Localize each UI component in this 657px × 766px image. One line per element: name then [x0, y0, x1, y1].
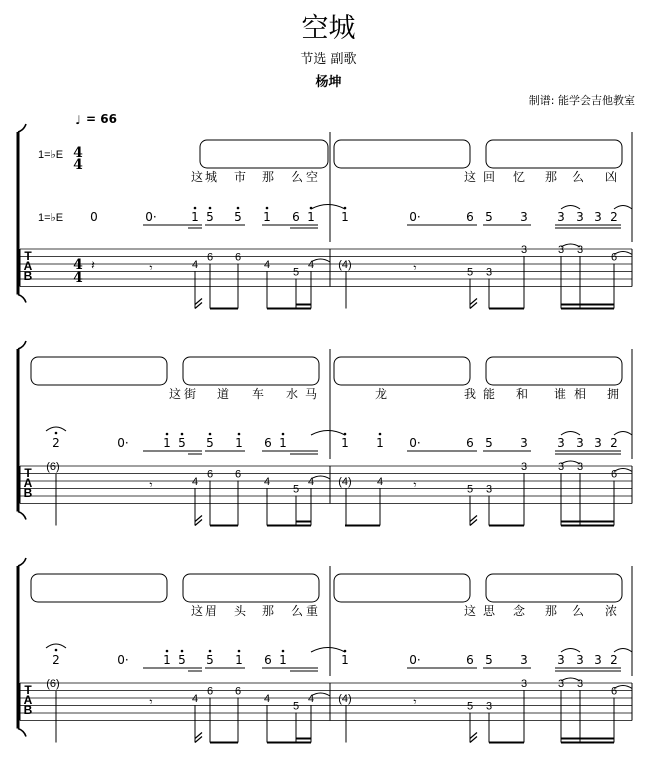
- lyric-char: 那: [544, 170, 558, 184]
- tab-fret-number: (4): [338, 693, 352, 705]
- high-dot: [344, 650, 347, 653]
- high-dot: [55, 649, 58, 652]
- jianpu-note: 0·: [409, 210, 421, 224]
- tab-clef-letter: A: [23, 693, 33, 707]
- jianpu-note: 5: [178, 436, 186, 450]
- jianpu-note: 1: [263, 210, 271, 224]
- tab-fret-number: 5: [466, 266, 474, 279]
- tab-fret-number: 4: [263, 476, 271, 488]
- tab-clef-letter: B: [23, 269, 33, 283]
- tab-fret-held: (6): [46, 678, 60, 690]
- tab-fret-number: 6: [206, 468, 214, 481]
- high-dot: [379, 433, 382, 436]
- lyric-char: 眉: [204, 604, 218, 618]
- chord-box: [334, 357, 470, 385]
- jianpu-note: 1: [235, 653, 243, 667]
- tab-fret-number: 5: [466, 483, 474, 496]
- tab-fret-number: 4: [191, 259, 199, 271]
- tab-fret-number: 5: [292, 483, 300, 496]
- high-dot: [166, 650, 169, 653]
- jianpu-note: 3: [576, 653, 584, 667]
- tab-fret-number: 4: [376, 476, 384, 488]
- guitar-start-note: 2: [52, 653, 60, 667]
- tab-fret-number: 6: [234, 251, 242, 264]
- lyric-char: 谁: [553, 387, 567, 401]
- tab-fret-number: 6: [234, 685, 242, 698]
- lyric-char: 凶: [604, 170, 618, 184]
- lyric-char: 重: [305, 604, 319, 618]
- tab-fret-number: 4: [307, 693, 315, 705]
- lyric-char: 思: [482, 604, 496, 618]
- lyric-char: 水: [285, 387, 299, 401]
- tab-fret-number: 3: [485, 266, 493, 279]
- tab-fret-number: 6: [206, 685, 214, 698]
- tie: [614, 206, 632, 210]
- tie: [311, 648, 345, 653]
- tab-fret-number: 5: [292, 266, 300, 279]
- high-dot: [181, 433, 184, 436]
- tie: [614, 649, 632, 653]
- jianpu-note: 5: [485, 210, 493, 224]
- tab-fret-number: 3: [576, 678, 584, 690]
- tab-fret-number: 4: [263, 693, 271, 705]
- high-dot: [209, 650, 212, 653]
- jianpu-note: 6: [264, 653, 272, 667]
- jianpu-note: 5: [234, 210, 242, 224]
- bracket-curl-bottom: [18, 729, 26, 737]
- lyric-char: 相: [573, 387, 587, 401]
- lyric-char: 那: [544, 604, 558, 618]
- jianpu-note: 2: [610, 210, 618, 224]
- jianpu-note: 0·: [145, 210, 157, 224]
- song-title: 空城: [301, 13, 356, 44]
- high-dot: [344, 433, 347, 436]
- high-dot: [282, 433, 285, 436]
- jianpu-note: 0·: [409, 653, 421, 667]
- lyric-char: 车: [251, 387, 265, 401]
- jianpu-note: 3: [576, 210, 584, 224]
- lyric-char: 这: [463, 604, 477, 618]
- tab-fret-number: 3: [520, 461, 528, 473]
- time-sig-bottom: 4: [73, 157, 83, 173]
- chord-box: [334, 574, 470, 602]
- song-subtitle: 节选 副歌: [300, 52, 357, 67]
- eighth-rest-icon: 𝄾: [149, 695, 153, 709]
- lyric-char: 这: [190, 170, 204, 184]
- tab-clef-letter: A: [23, 476, 33, 490]
- high-dot: [266, 207, 269, 210]
- jianpu-note: 5: [178, 653, 186, 667]
- high-dot: [209, 207, 212, 210]
- tie: [46, 644, 66, 648]
- jianpu-note: 6: [466, 210, 474, 224]
- lyric-char: 么: [290, 170, 304, 184]
- jianpu-note: 5: [206, 210, 214, 224]
- tab-fret-number: 3: [557, 461, 565, 473]
- tab-fret-number: 4: [307, 476, 315, 488]
- artist-name: 杨坤: [315, 75, 342, 90]
- jianpu-note: 1: [341, 436, 349, 450]
- tab-fret-number: 4: [307, 259, 315, 271]
- high-dot: [282, 650, 285, 653]
- lyric-char: 浓: [604, 604, 618, 618]
- jianpu-note: 2: [610, 436, 618, 450]
- jianpu-note: 3: [576, 436, 584, 450]
- jianpu-note: 1: [341, 210, 349, 224]
- bracket-curl-top: [18, 124, 26, 132]
- tab-clef-letter: T: [24, 683, 32, 697]
- tab-fret-number: (4): [338, 259, 352, 271]
- high-dot: [55, 432, 58, 435]
- lyric-char: 么: [571, 604, 585, 618]
- lyric-char: 能: [482, 387, 496, 401]
- lyric-char: 回: [482, 170, 496, 184]
- lyric-char: 么: [571, 170, 585, 184]
- bracket-curl-top: [18, 558, 26, 566]
- tie: [561, 206, 580, 210]
- jianpu-note: 0·: [117, 653, 129, 667]
- jianpu-note: 3: [594, 653, 602, 667]
- key-signature-vocal: 1=♭E: [38, 149, 64, 161]
- tempo-note-icon: ♩: [75, 113, 81, 127]
- eighth-rest-icon: 𝄾: [149, 478, 153, 492]
- guitar-start-rest: 0: [90, 210, 98, 224]
- lyric-char: 么: [290, 604, 304, 618]
- jianpu-note: 3: [557, 653, 565, 667]
- jianpu-note: 0·: [409, 436, 421, 450]
- jianpu-note: 6: [292, 210, 300, 224]
- lyric-char: 空: [305, 170, 319, 184]
- tab-fret-number: 6: [610, 251, 618, 264]
- tab-fret-number: 6: [206, 251, 214, 264]
- lyric-char: 那: [261, 604, 275, 618]
- lyric-char: 和: [515, 387, 529, 401]
- tab-fret-number: 3: [576, 244, 584, 256]
- tie: [311, 431, 345, 436]
- high-dot: [238, 650, 241, 653]
- lyric-char: 那: [261, 170, 275, 184]
- high-dot: [181, 650, 184, 653]
- chord-box: [200, 140, 328, 168]
- lyric-char: 拥: [606, 387, 620, 401]
- jianpu-note: 1: [279, 653, 287, 667]
- tab-fret-number: 3: [557, 678, 565, 690]
- lyric-char: 街: [183, 387, 197, 401]
- bracket-curl-bottom: [18, 512, 26, 520]
- tab-time-sig-bottom: 4: [73, 270, 83, 286]
- bracket-curl-bottom: [18, 295, 26, 303]
- jianpu-note: 3: [520, 210, 528, 224]
- jianpu-note: 2: [610, 653, 618, 667]
- tab-fret-number: 6: [234, 468, 242, 481]
- jianpu-note: 1: [279, 436, 287, 450]
- jianpu-note: 5: [206, 653, 214, 667]
- chord-box: [486, 357, 622, 385]
- eighth-rest-icon: 𝄾: [413, 695, 417, 709]
- jianpu-note: 0·: [117, 436, 129, 450]
- tie: [46, 427, 66, 431]
- chord-box: [31, 357, 167, 385]
- chord-box: [486, 140, 622, 168]
- tab-clef-letter: T: [24, 249, 32, 263]
- lyric-char: 城: [204, 170, 218, 184]
- jianpu-note: 1: [163, 653, 171, 667]
- eighth-rest-icon: 𝄾: [413, 261, 417, 275]
- high-dot: [344, 207, 347, 210]
- jianpu-note: 1: [235, 436, 243, 450]
- tab-fret-number: 3: [520, 244, 528, 256]
- lyric-char: 市: [233, 170, 247, 184]
- jianpu-note: 3: [594, 210, 602, 224]
- chord-box: [486, 574, 622, 602]
- chord-box: [183, 574, 319, 602]
- chord-box: [183, 357, 319, 385]
- chord-box: [31, 574, 167, 602]
- tab-fret-number: 6: [610, 468, 618, 481]
- tab-fret-number: 3: [485, 700, 493, 713]
- tab-fret-number: 3: [485, 483, 493, 496]
- jianpu-note: 1: [376, 436, 384, 450]
- jianpu-note: 1: [341, 653, 349, 667]
- lyric-char: 头: [233, 604, 247, 618]
- tab-fret-number: 5: [292, 700, 300, 713]
- jianpu-note: 1: [307, 210, 315, 224]
- high-dot: [166, 433, 169, 436]
- lyric-char: 道: [216, 387, 230, 401]
- lyric-char: 马: [304, 387, 318, 401]
- tie: [561, 432, 580, 436]
- lyric-char: 这: [190, 604, 204, 618]
- tab-clef-letter: B: [23, 703, 33, 717]
- tab-fret-number: 3: [557, 244, 565, 256]
- tab-fret-number: (4): [338, 476, 352, 488]
- lyric-char: 我: [463, 387, 477, 401]
- high-dot: [237, 207, 240, 210]
- jianpu-note: 6: [466, 436, 474, 450]
- tab-fret-number: 3: [520, 678, 528, 690]
- bracket-curl-top: [18, 341, 26, 349]
- jianpu-note: 3: [520, 436, 528, 450]
- tab-fret-number: 3: [576, 461, 584, 473]
- guitar-start-note: 2: [52, 436, 60, 450]
- lyric-char: 这: [463, 170, 477, 184]
- quarter-rest-icon: 𝄽: [91, 258, 95, 272]
- jianpu-note: 3: [520, 653, 528, 667]
- eighth-rest-icon: 𝄾: [413, 478, 417, 492]
- tab-fret-held: (6): [46, 461, 60, 473]
- tab-time-sig-top: 4: [73, 257, 83, 273]
- tab-fret-number: 4: [191, 476, 199, 488]
- lyric-char: 龙: [374, 387, 388, 401]
- tie: [561, 649, 580, 653]
- high-dot: [194, 207, 197, 210]
- time-sig-top: 4: [73, 145, 83, 161]
- key-signature-guitar: 1=♭E: [38, 212, 64, 224]
- tab-clef-letter: B: [23, 486, 33, 500]
- lyric-char: 忆: [512, 170, 526, 184]
- eighth-rest-icon: 𝄾: [149, 261, 153, 275]
- tempo-text: = 66: [86, 112, 117, 126]
- tie: [614, 432, 632, 436]
- jianpu-note: 5: [485, 436, 493, 450]
- tab-clef-letter: A: [23, 259, 33, 273]
- tab-fret-number: 5: [466, 700, 474, 713]
- chord-box: [334, 140, 470, 168]
- jianpu-note: 3: [557, 210, 565, 224]
- jianpu-note: 6: [466, 653, 474, 667]
- jianpu-note: 1: [191, 210, 199, 224]
- jianpu-note: 1: [163, 436, 171, 450]
- high-dot: [238, 433, 241, 436]
- jianpu-note: 5: [206, 436, 214, 450]
- jianpu-note: 5: [485, 653, 493, 667]
- tab-fret-number: 6: [610, 685, 618, 698]
- high-dot: [209, 433, 212, 436]
- tab-clef-letter: T: [24, 466, 32, 480]
- jianpu-note: 3: [594, 436, 602, 450]
- tie: [311, 205, 345, 210]
- lyric-char: 这: [168, 387, 182, 401]
- lyric-char: 念: [512, 604, 526, 618]
- transcription-credit: 制谱: 能学会吉他教室: [528, 94, 635, 107]
- tab-fret-number: 4: [191, 693, 199, 705]
- jianpu-note: 3: [557, 436, 565, 450]
- jianpu-note: 6: [264, 436, 272, 450]
- tab-fret-number: 4: [263, 259, 271, 271]
